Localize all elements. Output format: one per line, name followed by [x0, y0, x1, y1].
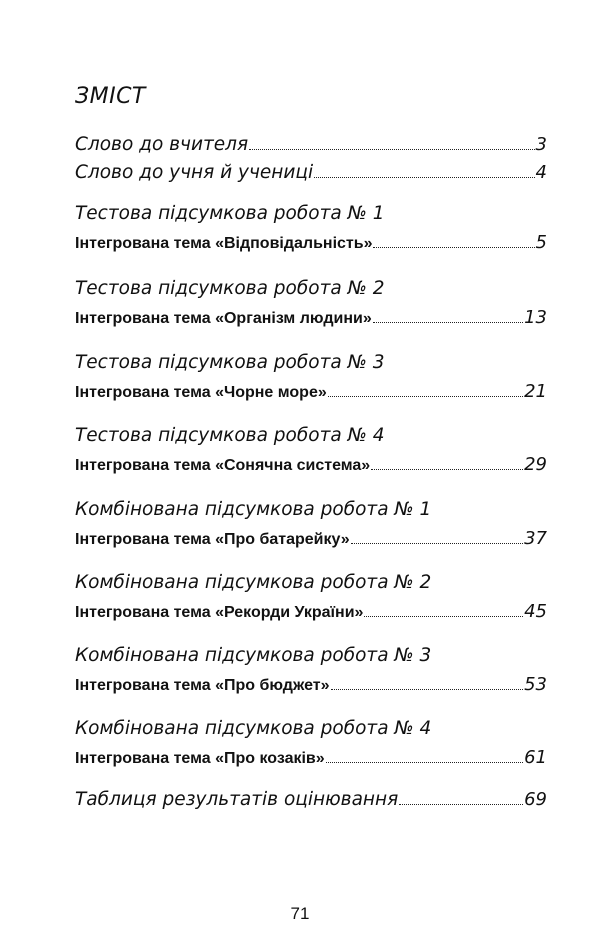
toc-entry-label: Інтегрована тема «Про батарейку» [75, 531, 350, 548]
toc-entry [75, 162, 547, 183]
dot-leader [373, 247, 534, 248]
toc-entry-page: 21 [524, 381, 547, 402]
section-heading: Тестова підсумкова робота № 4 [75, 425, 385, 446]
toc-entry-page: 61 [524, 747, 547, 768]
toc-entry-label: Інтегрована тема «Чорне море» [75, 384, 327, 401]
section-heading: Комбінована підсумкова робота № 4 [75, 718, 432, 739]
section-heading: Комбінована підсумкова робота № 3 [75, 645, 432, 666]
section-heading: Комбінована підсумкова робота № 2 [75, 572, 432, 593]
toc-entry [75, 789, 547, 810]
dot-leader [326, 762, 523, 763]
toc-entry [75, 454, 547, 475]
toc-entry [75, 232, 547, 253]
toc-entry-label: Інтегрована тема «Рекорди України» [75, 604, 364, 621]
dot-leader [249, 149, 534, 150]
dot-leader [328, 396, 523, 397]
page-number: 71 [290, 904, 310, 923]
section-heading: Тестова підсумкова робота № 1 [75, 203, 385, 224]
toc-entry-label: Інтегрована тема «Про бюджет» [75, 677, 330, 694]
toc-entry-label: Інтегрована тема «Відповідальність» [75, 235, 373, 252]
toc-entry-label: Інтегрована тема «Сонячна система» [75, 457, 371, 474]
toc-entry-page: 69 [524, 789, 547, 810]
toc-entry [75, 307, 547, 328]
toc-entry-page: 4 [535, 162, 547, 183]
dot-leader [331, 689, 524, 690]
toc-entry-page: 3 [535, 134, 547, 155]
toc-entry [75, 528, 547, 549]
dot-leader [371, 469, 523, 470]
toc-entry-label: Слово до учня й учениці [75, 162, 314, 183]
toc-entry-page: 29 [524, 454, 547, 475]
toc-entry-page: 37 [524, 528, 547, 549]
toc-entry-page: 53 [524, 674, 547, 695]
dot-leader [373, 322, 523, 323]
toc-entry-label: Слово до вчителя [75, 134, 249, 155]
dot-leader [351, 543, 523, 544]
dot-leader [364, 616, 523, 617]
section-heading: Тестова підсумкова робота № 3 [75, 352, 385, 373]
toc-entry [75, 747, 547, 768]
toc-entry-page: 5 [535, 232, 547, 253]
toc-entry [75, 381, 547, 402]
toc-entry [75, 134, 547, 155]
toc-entry-page: 13 [524, 307, 547, 328]
section-heading: Комбінована підсумкова робота № 1 [75, 499, 432, 520]
dot-leader [314, 177, 534, 178]
page-title: ЗМІСТ [75, 84, 146, 109]
section-heading: Тестова підсумкова робота № 2 [75, 278, 385, 299]
dot-leader [399, 804, 523, 805]
toc-entry [75, 674, 547, 695]
toc-entry [75, 601, 547, 622]
toc-entry-label: Таблиця результатів оцінювання [75, 789, 399, 810]
toc-entry-page: 45 [524, 601, 547, 622]
toc-entry-label: Інтегрована тема «Про козаків» [75, 750, 325, 767]
toc-entry-label: Інтегрована тема «Організм людини» [75, 310, 372, 327]
